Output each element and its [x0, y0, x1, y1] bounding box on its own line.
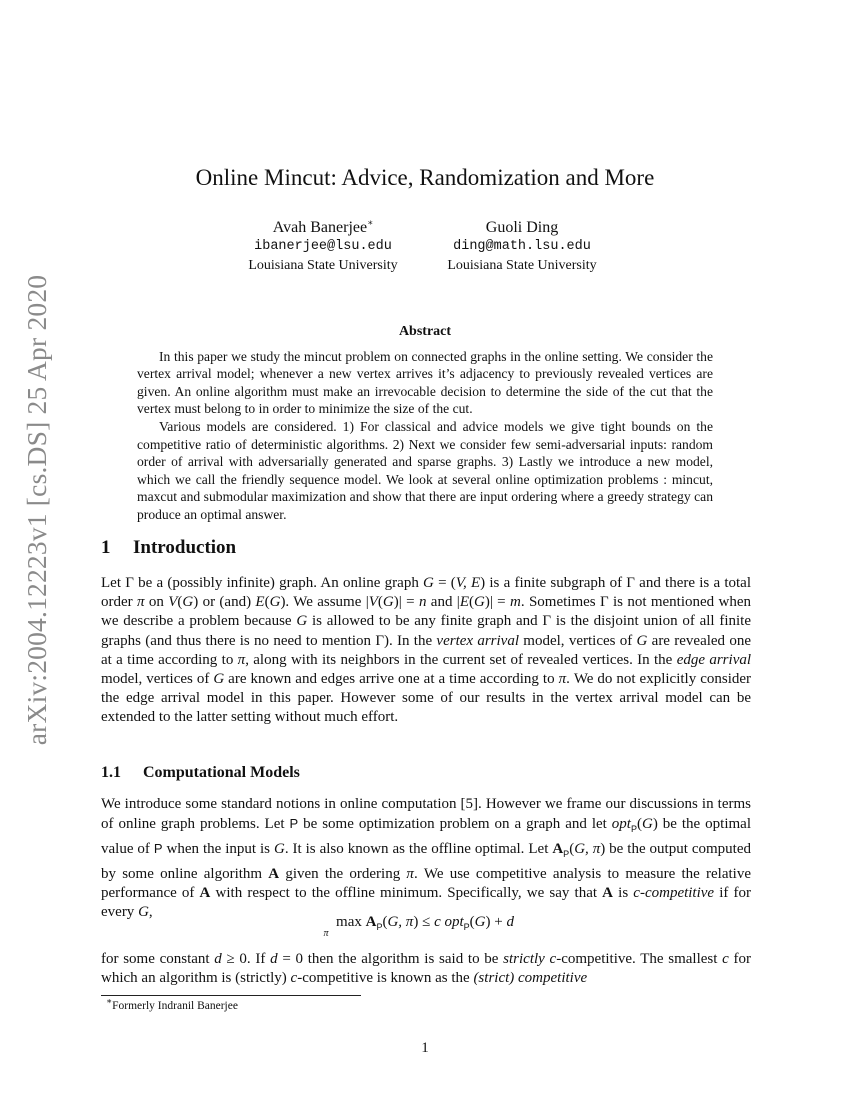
author-name: Avah Banerjee∗	[272, 217, 374, 236]
author-affiliation: Louisiana State University	[248, 258, 398, 273]
author-email: ibanerjee@lsu.edu	[254, 239, 392, 254]
paper-title: Online Mincut: Advice, Randomization and More	[195, 165, 655, 190]
competitive-ratio-equation: $\max A_P(G$, π) ≤ c opt$_P$(G) + d π	[0, 914, 850, 939]
abstract-paragraph-1: In this paper we study the mincut problem on connected graphs in the online setting. We consider the vertex arrival model; whenever a new vertex arrives it’s adjacency to previously revealed vertices are given. An online algorithm must make an irrevocable decision to determine the side of the cut that the vertex must belong to in order to minimize the size of the cut.	[137, 348, 713, 417]
introduction-paragraph: Let Γ be a (possibly infinite) graph. An online graph G = (V, E) is a finite subgraph of Γ and there is a total order π on V(G) or (and) E(G). We assume |V(G)| = n and |E(G)| = m. Sometimes Γ is not mentioned when we describe a problem because G is allowed to be any finite graph and Γ is the disjoint union of all finite graphs (and thus there is no need to mention Γ). In the vertex arrival model, vertices of G are revealed one at a time according to π, along with its neighbors in the current set of revealed vertices. In the edge arrival model, vertices of G are known and edges arrive one at a time according to π. We do not explicitly consider the edge arrival model in this paper. However some of our results in the vertex arrival model can be extended to the latter setting without much effort.	[101, 575, 752, 726]
page-number: 1	[421, 1040, 429, 1056]
footnote-rule	[101, 995, 361, 996]
subsection-heading-computational-models: 1.1 Computational Models	[101, 764, 300, 781]
author-name: Guoli Ding	[485, 219, 559, 236]
arxiv-stamp	[16, 268, 58, 752]
author-footnote-mark: ∗	[367, 217, 374, 228]
computational-models-paragraph: We introduce some standard notions in online computation [5]. However we frame our discussions in terms of online graph problems. Let P be some optimization problem on a graph and let opt$_P$(G) be the optimal value of P when the input is G. It is also known as the offline optimal. Let $A_P(G$, π) be the output computed by some online algorithm A given the ordering π. We use competitive analysis to measure the relative performance of A with respect to the offline minimum. Specifically, we say that A is c-competitive if for every G,	[101, 796, 752, 921]
abstract	[137, 323, 713, 524]
after-equation-paragraph: for some constant d ≥ 0. If d = 0 then the algorithm is said to be strictly c-competitive. The smallest c for which an algorithm is (strictly) c-competitive is known as the (strict) competitive	[101, 951, 751, 987]
equation-subscript: π	[323, 928, 329, 939]
author-affiliation: Louisiana State University	[447, 258, 597, 273]
footnote: ∗Formerly Indranil Banerjee	[106, 996, 238, 1012]
author-email: ding@math.lsu.edu	[453, 239, 591, 254]
author-block-1	[213, 218, 433, 275]
abstract-heading: Abstract	[398, 324, 452, 339]
author-block-2	[412, 218, 632, 275]
arxiv-stamp-text: arXiv:2004.12223v1 [cs.DS] 25 Apr 2020	[21, 274, 52, 746]
abstract-paragraph-2: Various models are considered. 1) For classical and advice models we give tight bounds on the competitive ratio of deterministic algorithms. 2) Next we consider few semi-adversarial inputs: random order of arrival with adversarially generated and sparse graphs. 3) Lastly we introduce a new model, which we call the friendly sequence model. We look at several online optimization problems : mincut, maxcut and submodular maximization and show that there are input ordering where a greedy strategy can produce an optimal answer.	[137, 418, 713, 522]
section-heading-introduction: 1 Introduction	[101, 537, 237, 558]
